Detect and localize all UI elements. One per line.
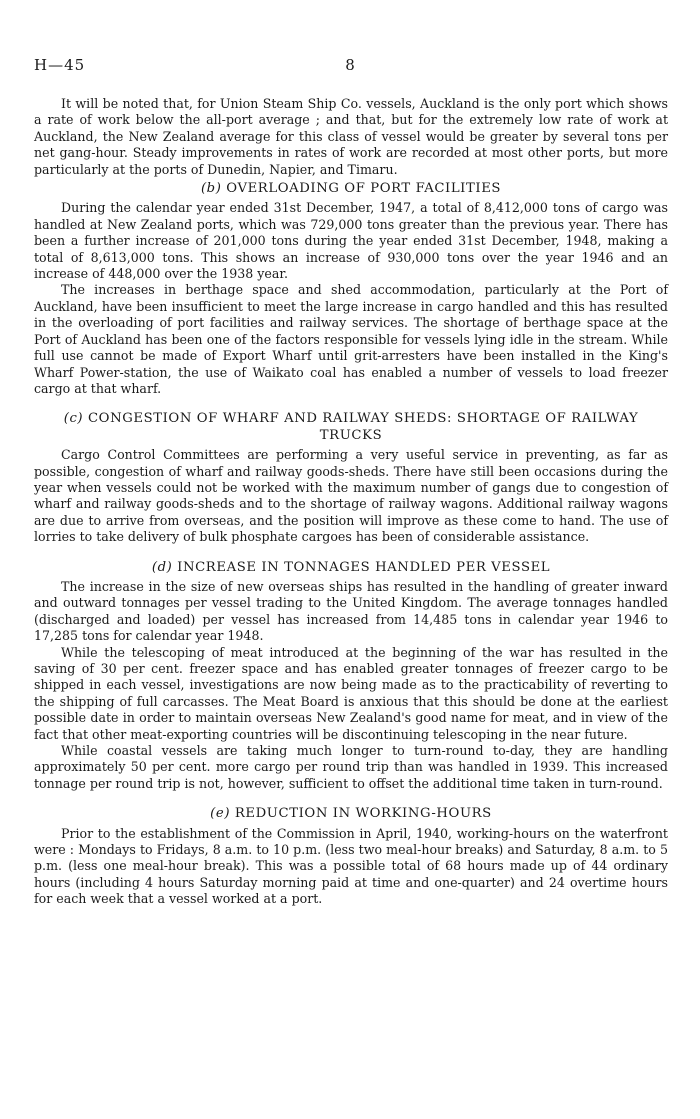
body-paragraph: While coastal vessels are taking much longer to turn-round to-day, they are handling approximately 50 per cent. more cargo per round trip than was handled in 1939. This increased tonnage per round trip is not, however, sufficient to offset the additional time taken in turn-round. <box>34 743 668 791</box>
body-paragraph: During the calendar year ended 31st December, 1947, a total of 8,412,000 tons of cargo was handled at New Zealand ports, which was 729,000 tons greater than the previous year. There has been a further increase of 201,000 tons during the year ended 31st December, 1948, making a total of 8,613,000 tons. This shows an increase of 930,000 tons over the year 1946 and an increase of 448,000 over the 1938 year. <box>34 200 668 282</box>
section-heading-working-hours <box>34 806 668 822</box>
body-paragraph: Cargo Control Committees are performing a very useful service in preventing, as far as possible, congestion of wharf and railway goods-sheds. There have still been occasions during the year when vessels could not be worked with the maximum number of gangs due to congestion of wharf and railway goods-sheds and to the shortage of railway wagons. Additional railway wagons are due to arrive from overseas, and the position will improve as these come to hand. The use of lorries to take delivery of bulk phosphate cargoes has been of considerable assistance. <box>34 447 668 545</box>
intro-paragraph: It will be noted that, for Union Steam Ship Co. vessels, Auckland is the only port which shows a rate of work below the all-port average ; and that, but for the extremely low rate of work at Auckland, the New Zealand average for this class of vessel would be greater by several tons per net gang-hour. Steady improvements in rates of work are recorded at most other ports, but more particularly at the ports of Dunedin, Napier, and Timaru. <box>34 96 668 177</box>
body-paragraph: The increases in berthage space and shed accommodation, particularly at the Port of Auckland, have been insufficient to meet the large increase in cargo handled and this has resulted in the overloading of port facilities and railway services. The shortage of berthage space at the Port of Auckland has been one of the factors responsible for vessels lying idle in the stream. While full use cannot be made of Export Wharf until grit-arresters have been installed in the King's Wharf Power-station, the use of Waikato coal has enabled a number of vessels to load freezer cargo at that wharf. <box>34 282 668 396</box>
section-letter: (e) <box>210 806 231 822</box>
section-heading-congestion <box>34 411 668 444</box>
section-title: INCREASE IN TONNAGES HANDLED PER VESSEL <box>177 559 551 575</box>
section-title: OVERLOADING OF PORT FACILITIES <box>226 181 502 197</box>
section-letter: (b) <box>200 181 222 197</box>
body-paragraph: Prior to the establishment of the Commission in April, 1940, working-hours on the waterfront were : Mondays to Fridays, 8 a.m. to 10 p.m. (less two meal-hour breaks) and Saturday, 8 a.m. to 5 p.m. (less one meal-hour break). This was a possible total of 68 hours made up of 44 ordinary hours (including 4 hours Saturday morning paid at time and one-quarter) and 24 overtime hours for each week that a vessel worked at a port. <box>34 825 668 907</box>
section-heading-overloading <box>34 181 668 197</box>
section-title: CONGESTION OF WHARF AND RAILWAY SHEDS: SHORTAGE OF RAILWAY TRUCKS <box>87 411 639 443</box>
page-body <box>34 96 668 908</box>
body-paragraph: The increase in the size of new overseas ships has resulted in the handling of greater inward and outward tonnages per vessel trading to the United Kingdom. The average tonnages handled (discharged and loaded) per vessel has increased from 14,485 tons in calendar year 1946 to 17,285 tons for calendar year 1948. <box>34 578 668 644</box>
body-paragraph: While the telescoping of meat introduced at the beginning of the war has resulted in the saving of 30 per cent. freezer space and has enabled greater tonnages of freezer cargo to be shipped in each vessel, investigations are now being made as to the practicability of reverting to the shipping of full carcasses. The Meat Board is anxious that this should be done at the earliest possible date in order to maintain overseas New Zealand's good name for meat, and in view of the fact that other meat-exporting countries will be discontinuing telescoping in the near future. <box>34 644 668 742</box>
section-letter: (d) <box>151 559 173 575</box>
section-heading-tonnages <box>34 560 668 576</box>
page-number: 8 <box>345 56 355 74</box>
section-title: REDUCTION IN WORKING-HOURS <box>234 806 492 822</box>
document-code: H—45 <box>34 56 86 74</box>
section-letter: (c) <box>63 411 84 427</box>
page-header <box>34 56 666 76</box>
